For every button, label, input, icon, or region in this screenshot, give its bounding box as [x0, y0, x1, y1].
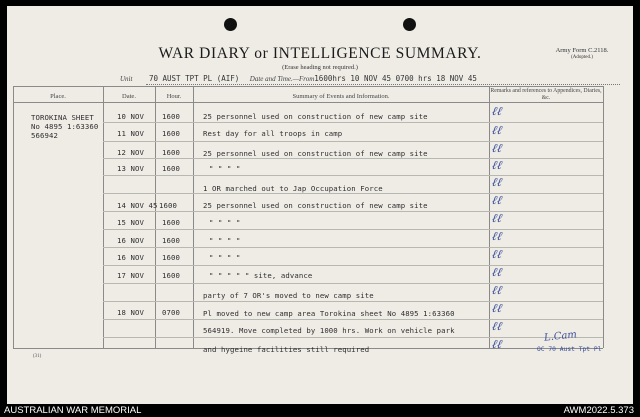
entry-date: 10 NOV — [117, 112, 144, 121]
entry-summary: Pl moved to new camp area Torokina sheet No 4895 1:63360 — [203, 309, 455, 318]
footer-right: AWM2022.5.373 — [563, 405, 634, 416]
form-note-text: (Adopted.) — [571, 55, 593, 61]
entry-hour: 1600 — [162, 218, 180, 227]
entry-summary: and hygeine facilities still required — [203, 345, 370, 354]
entry-date: 15 NOV — [117, 218, 144, 227]
entry-summary: " " " " — [209, 164, 241, 173]
header-summary: Summary of Events and Information. — [292, 93, 390, 100]
place-line-1: TOROKINA SHEET — [31, 113, 94, 122]
initial-mark: ℓℓ — [490, 193, 504, 207]
entry-summary: 25 personnel used on construction of new camp site — [203, 112, 428, 121]
header-hour: Hour. — [166, 93, 182, 100]
entry-summary: 1 OR marched out to Jap Occupation Force — [203, 184, 383, 193]
header-date: Date. — [122, 93, 136, 100]
document-title: WAR DIARY or INTELLIGENCE SUMMARY. — [158, 45, 482, 62]
column-divider-right-edge — [603, 86, 604, 348]
initial-mark: ℓℓ — [490, 247, 504, 261]
entry-summary: " " " " — [209, 218, 241, 227]
ruled-line — [103, 337, 603, 338]
ruled-line — [103, 301, 603, 302]
table-header-border — [13, 102, 603, 103]
entry-hour: 0700 — [162, 308, 180, 317]
ruled-line — [103, 158, 603, 159]
signature-caption: OC 70 Aust Tpt Pl — [537, 346, 602, 353]
date-time-label: Date and Time.—From — [249, 75, 315, 83]
initial-mark: ℓℓ — [490, 104, 504, 118]
entry-date: 16 NOV — [117, 253, 144, 262]
entry-date: 13 NOV — [117, 164, 144, 173]
column-divider-hour — [193, 86, 194, 348]
column-divider-place — [103, 86, 104, 348]
ruled-line — [103, 265, 603, 266]
initial-mark: ℓℓ — [490, 158, 504, 172]
form-identifier — [541, 47, 623, 61]
ruled-line — [103, 193, 603, 194]
entry-hour: 1600 — [162, 112, 180, 121]
entry-summary: party of 7 OR's moved to new camp site — [203, 291, 374, 300]
column-divider-summary — [489, 86, 490, 348]
place-line-2: No 4895 1:63360 — [31, 122, 99, 131]
initial-mark: ℓℓ — [490, 283, 504, 297]
table-top-border — [13, 86, 603, 87]
unit-dotted-line — [146, 84, 620, 85]
entry-summary: " " " " " site, advance — [209, 271, 313, 280]
ruled-line — [103, 175, 603, 176]
initial-mark: ℓℓ — [490, 319, 504, 333]
printer-note: (31) — [33, 354, 42, 359]
entry-summary: 25 personnel used on construction of new camp site — [203, 149, 428, 158]
ruled-line — [103, 141, 603, 142]
entry-date: 17 NOV — [117, 271, 144, 280]
entry-hour: 1600 — [162, 129, 180, 138]
initial-mark: ℓℓ — [490, 175, 504, 189]
entry-summary: 25 personnel used on construction of new camp site — [203, 201, 428, 210]
initial-mark: ℓℓ — [490, 123, 504, 137]
initial-mark: ℓℓ — [490, 265, 504, 279]
entry-summary: " " " " — [209, 253, 241, 262]
entry-date: 16 NOV — [117, 236, 144, 245]
header-remarks: Remarks and references to Appendices, Diaries, &c. — [490, 88, 602, 101]
entry-hour: 1600 — [162, 148, 180, 157]
unit-label: Unit — [120, 75, 133, 83]
entry-summary: Rest day for all troops in camp — [203, 129, 343, 138]
entry-hour: 1600 — [162, 236, 180, 245]
column-divider-left-edge — [13, 86, 14, 348]
ruled-line — [103, 211, 603, 212]
punch-hole-right — [403, 18, 416, 31]
entry-summary: 564919. Move completed by 1000 hrs. Work on vehicle park — [203, 326, 455, 335]
ruled-line — [103, 319, 603, 320]
commander-signature: L.Cam — [543, 329, 578, 344]
ruled-line — [103, 247, 603, 248]
entry-date: 14 NOV 45 — [117, 201, 158, 210]
date-time-value: 1600hrs 10 NOV 45 0700 hrs 18 NOV 45 — [314, 74, 477, 83]
ruled-line — [103, 283, 603, 284]
entry-summary: " " " " — [209, 236, 241, 245]
place-line-3: 566942 — [31, 131, 58, 140]
footer-left: AUSTRALIAN WAR MEMORIAL — [4, 405, 142, 416]
document-subtitle: (Erase heading not required.) — [282, 64, 358, 71]
entry-hour: 1600 — [159, 201, 177, 210]
entry-date: 11 NOV — [117, 129, 144, 138]
form-id-text: Army Form C.2118. — [555, 47, 609, 54]
column-divider-date — [155, 86, 156, 348]
initial-mark: ℓℓ — [490, 141, 504, 155]
unit-value: 70 AUST TPT PL (AIF) — [148, 74, 240, 83]
initial-mark: ℓℓ — [490, 337, 504, 351]
diary-sheet — [7, 6, 633, 404]
entry-hour: 1600 — [162, 271, 180, 280]
entry-hour: 1600 — [162, 253, 180, 262]
entry-date: 12 NOV — [117, 148, 144, 157]
header-place: Place. — [50, 93, 66, 100]
initial-mark: ℓℓ — [490, 229, 504, 243]
punch-hole-left — [224, 18, 237, 31]
initial-mark: ℓℓ — [490, 301, 504, 315]
ruled-line — [103, 122, 603, 123]
entry-hour: 1600 — [162, 164, 180, 173]
ruled-line — [103, 229, 603, 230]
entry-date: 18 NOV — [117, 308, 144, 317]
initial-mark: ℓℓ — [490, 211, 504, 225]
